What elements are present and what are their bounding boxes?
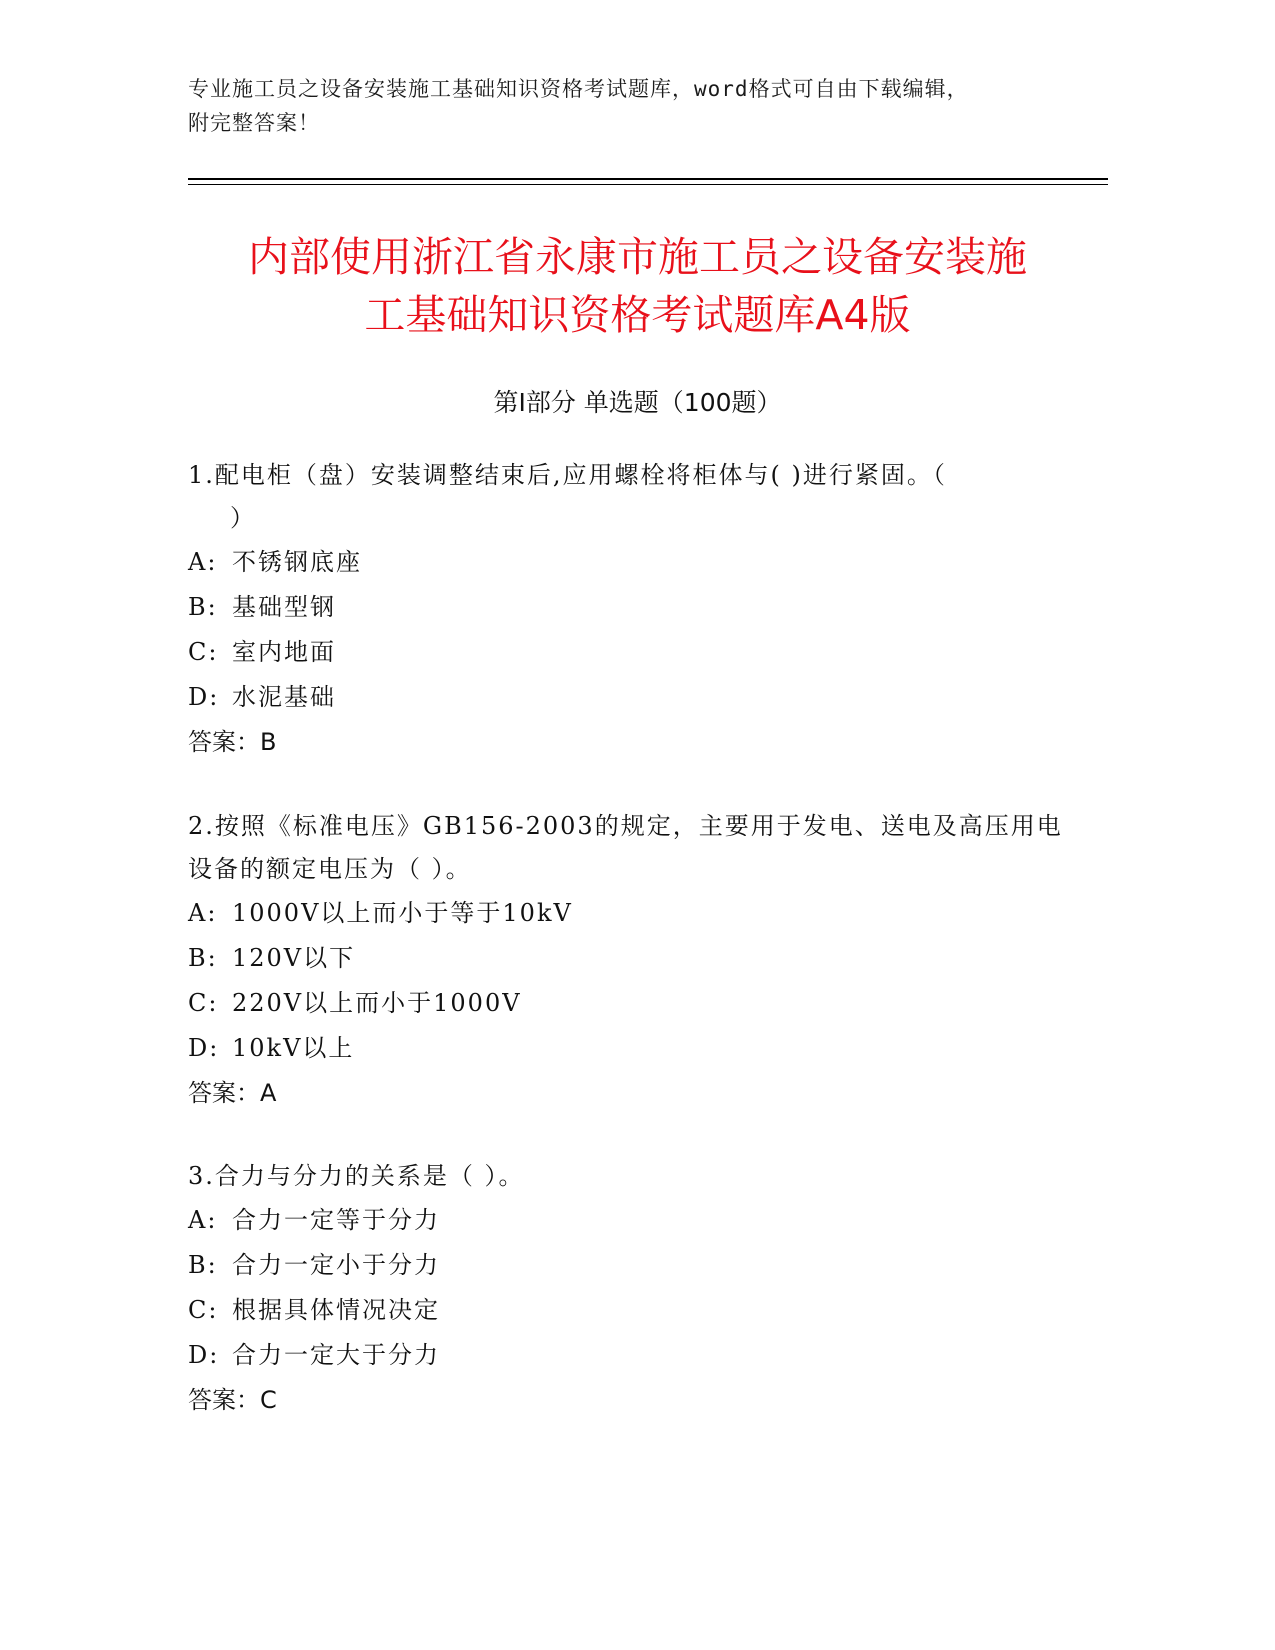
header-divider-thick — [188, 178, 1108, 180]
option-text: 合力一定大于分力 — [232, 1341, 440, 1369]
option-key: C: — [188, 989, 219, 1017]
option-text: 220V以上而小于1000V — [232, 989, 522, 1017]
document-title-line1: 内部使用浙江省永康市施工员之设备安装施 — [248, 233, 1027, 281]
option-c — [188, 1288, 1068, 1333]
option-a — [188, 891, 1068, 936]
option-text: 10kV以上 — [232, 1034, 355, 1062]
question-stem — [188, 454, 1068, 540]
option-c — [188, 630, 1068, 675]
header-note-line2: 附完整答案！ — [188, 111, 320, 135]
option-b — [188, 585, 1068, 630]
option-text: 根据具体情况决定 — [232, 1296, 440, 1324]
option-key: C: — [188, 1296, 219, 1324]
option-b — [188, 936, 1068, 981]
answer-line: 答案：A — [188, 1079, 277, 1107]
option-text: 120V以下 — [232, 944, 356, 972]
option-key: A: — [188, 1206, 218, 1234]
option-key: B: — [188, 1251, 218, 1279]
question-stem: 2.按照《标准电压》GB156-2003的规定，主要用于发电、送电及高压用电设备的额定电压为（ ）。 — [188, 812, 1063, 883]
question-stem-wrap: ） — [230, 504, 256, 532]
option-b — [188, 1243, 1068, 1288]
option-key: D: — [188, 683, 220, 711]
option-d — [188, 1026, 1068, 1071]
option-text: 基础型钢 — [232, 593, 336, 621]
document-title-line2: 工基础知识资格考试题库A4版 — [364, 291, 911, 339]
document-title — [150, 228, 1125, 344]
option-d — [188, 675, 1068, 720]
option-a — [188, 540, 1068, 585]
answer-line: 答案：B — [188, 728, 277, 756]
option-text: 不锈钢底座 — [232, 548, 362, 576]
option-key: A: — [188, 899, 218, 927]
option-key: A: — [188, 548, 218, 576]
option-key: B: — [188, 944, 218, 972]
option-text: 室内地面 — [232, 638, 336, 666]
option-text: 水泥基础 — [232, 683, 336, 711]
option-text: 1000V以上而小于等于10kV — [232, 899, 573, 927]
option-text: 合力一定等于分力 — [232, 1206, 440, 1234]
option-d — [188, 1333, 1068, 1378]
option-a — [188, 1198, 1068, 1243]
option-key: C: — [188, 638, 219, 666]
option-key: D: — [188, 1034, 220, 1062]
option-key: D: — [188, 1341, 220, 1369]
option-text: 合力一定小于分力 — [232, 1251, 440, 1279]
question-stem: 3.合力与分力的关系是（ ）。 — [188, 1162, 525, 1190]
answer-line: 答案：C — [188, 1386, 277, 1414]
section-heading: 第Ⅰ部分 单选题（100题） — [493, 388, 782, 417]
header-note-line1: 专业施工员之设备安装施工基础知识资格考试题库，word格式可自由下载编辑， — [188, 77, 969, 101]
header-divider-thin — [188, 184, 1108, 185]
option-c — [188, 981, 1068, 1026]
question-1 — [188, 454, 1068, 765]
option-key: B: — [188, 593, 218, 621]
header-note — [188, 72, 1068, 140]
question-3 — [188, 1155, 1068, 1423]
question-2 — [188, 805, 1068, 1116]
question-stem-text: 1.配电柜（盘）安装调整结束后,应用螺栓将柜体与( )进行紧固。（ — [188, 461, 947, 489]
